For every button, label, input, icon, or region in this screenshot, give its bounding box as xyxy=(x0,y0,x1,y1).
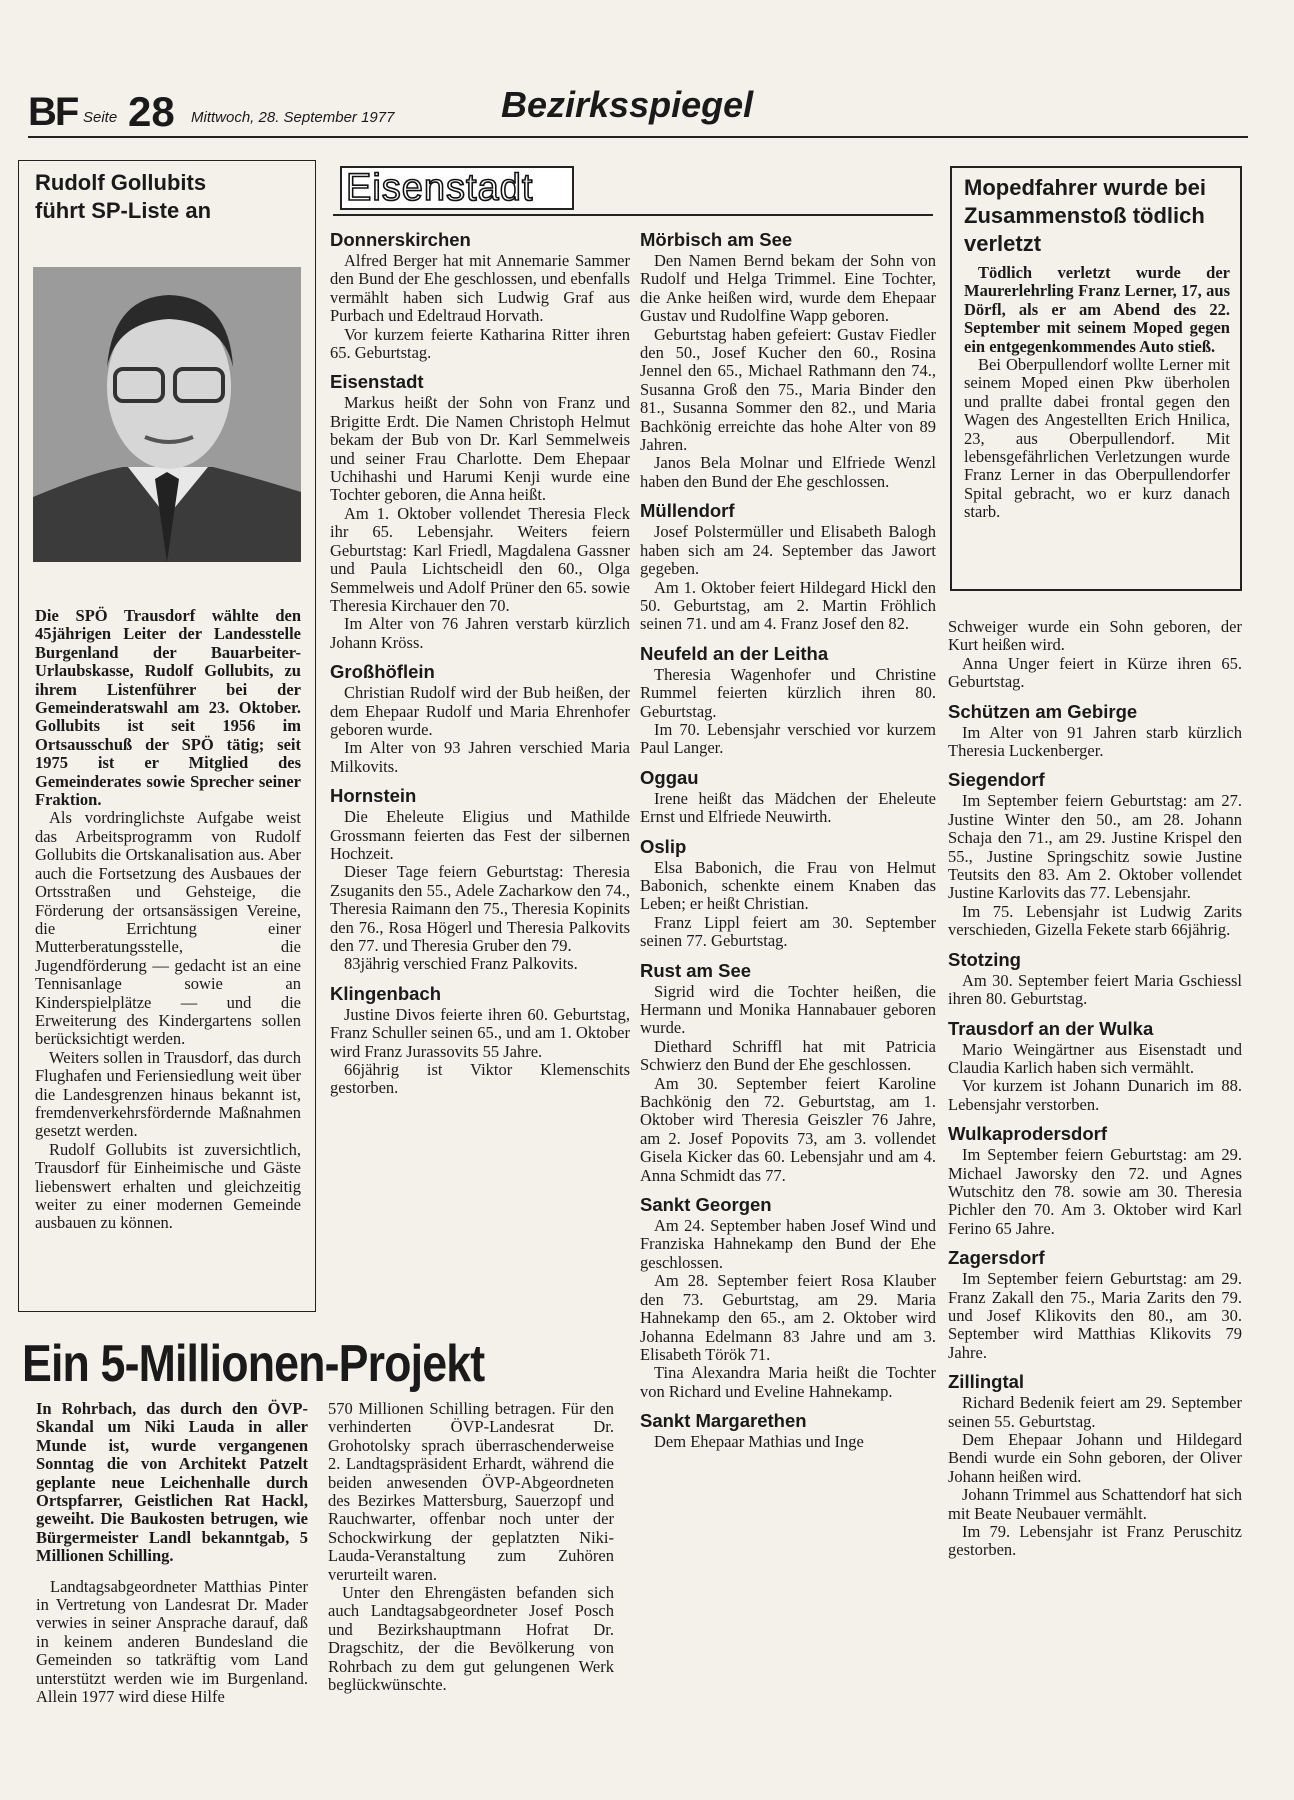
local-news-block xyxy=(640,960,936,1185)
local-news-block xyxy=(330,661,630,776)
moped-headline: Mopedfahrer wurde bei Zusammenstoß tödlich verletzt xyxy=(964,175,1207,256)
news-paragraph: Richard Bedenik feiert am 29. September seinen 55. Geburtstag. xyxy=(948,1393,1242,1431)
town-heading: Stotzing xyxy=(948,948,1021,970)
moped-article xyxy=(950,166,1242,591)
local-news-block xyxy=(330,785,630,974)
local-news-block xyxy=(948,1247,1242,1362)
town-heading: Donnerskirchen xyxy=(330,229,471,250)
news-paragraph: Im 79. Lebensjahr ist Franz Peruschitz gestorben. xyxy=(948,1522,1242,1560)
gollubits-article xyxy=(18,160,316,1312)
news-paragraph: Im Alter von 93 Jahren verschied Maria Milkovits. xyxy=(330,738,630,776)
local-news-block xyxy=(948,769,1242,939)
town-heading: Müllendorf xyxy=(640,500,735,522)
news-paragraph: Am 30. September feiert Karoline Bachkönig den 72. Geburtstag, am 1. Oktober wird Theresia Geiszler 76 Jahre, am 2. Josef Popovits 73, am 3. vollendet Gisela Kicker das 60. Lebensjahr und am 4. Anna Schmidt das 77. xyxy=(640,1073,936,1185)
column-3 xyxy=(640,220,936,1452)
news-paragraph: Irene heißt das Mädchen der Eheleute Ernst und Elfriede Neuwirth. xyxy=(640,788,936,827)
news-paragraph: Johann Trimmel aus Schattendorf hat sich mit Beate Neubauer vermählt. xyxy=(948,1485,1242,1523)
local-news-block xyxy=(640,500,936,633)
news-paragraph: Elsa Babonich, die Frau von Helmut Babonich, schenkte einem Knaben das Leben; er heißt Christian. xyxy=(640,857,936,914)
local-news-block xyxy=(640,1410,936,1451)
news-paragraph: Im September feiern Geburtstag: am 27. Justine Winter den 50., am 28. Johann Schaja den 71., am 29. Justine Krispel den 55., Justine Springschitz sowie Justine Teutsits den 83. Am 2. Oktober vollendet Justine Karlovits das 77. Lebensjahr. xyxy=(948,791,1242,903)
news-paragraph: Theresia Wagenhofer und Christine Rummel feierten kürzlich ihren 80. Geburtstag. xyxy=(640,664,936,721)
news-paragraph: Markus heißt der Sohn von Franz und Brigitte Erdt. Die Namen Christoph Helmut bekam der Bub von Dr. Karl Semmelweis und seiner Frau Charlotte. Dem Ehepaar Uchihashi und Harumi Kenji wurde eine Tochter geboren, die Anna heißt. xyxy=(330,393,630,505)
news-paragraph: Dem Ehepaar Johann und Hildegard Bendi wurde ein Sohn geboren, der Oliver Johann heißen wird. xyxy=(948,1430,1242,1486)
gollubits-body xyxy=(35,607,301,1233)
town-heading: Zagersdorf xyxy=(948,1247,1045,1269)
projekt-column-2 xyxy=(328,1400,614,1695)
news-paragraph: 66jährig ist Viktor Klemenschits gestorben. xyxy=(330,1060,630,1098)
news-paragraph: Tina Alexandra Maria heißt die Tochter von Richard und Eveline Hahnekamp. xyxy=(640,1363,936,1401)
news-paragraph: Geburtstag haben gefeiert: Gustav Fiedler den 50., Josef Kucher den 60., Rosina Jennel den 65., Michael Rathmann den 74., Susanna Groß den 75., Maria Binder den 81., Susanna Sommer den 82., und Maria Bachkönig erreichte das hohe Alter von 89 Jahren. xyxy=(640,324,936,455)
town-heading: Sankt Georgen xyxy=(640,1194,772,1216)
news-paragraph: Im Alter von 76 Jahren verstarb kürzlich Johann Kröss. xyxy=(330,614,630,652)
page-label: Seite xyxy=(83,109,118,126)
town-heading: Klingenbach xyxy=(330,982,442,1004)
news-paragraph: Dem Ehepaar Mathias und Inge xyxy=(654,1432,864,1452)
masthead xyxy=(28,84,1248,138)
news-paragraph: Sigrid wird die Tochter heißen, die Hermann und Monika Hannabauer geboren wurde. xyxy=(640,981,936,1038)
local-news-block xyxy=(330,983,630,1098)
news-paragraph: Im September feiern Geburtstag: am 29. Franz Zakall den 75., Maria Zarits den 79. und Josef Klikovits den 80., am 30. September wird Matthias Klikovits 79 Jahre. xyxy=(948,1269,1242,1362)
local-news-block xyxy=(330,229,630,362)
page-number: 28 xyxy=(128,88,175,135)
news-paragraph: Christian Rudolf wird der Bub heißen, der dem Ehepaar Rudolf und Maria Ehrenhofer geboren wurde. xyxy=(330,683,630,739)
local-news-block xyxy=(948,701,1242,761)
news-paragraph: Am 30. September feiert Maria Gschiessl ihren 80. Geburtstag. xyxy=(948,970,1242,1009)
projekt-paragraph: 570 Millionen Schilling betragen. Für den verhinderten ÖVP-Landesrat Dr. Grohotolsky sprach überraschenderweise 2. Landtagspräsident Erhardt, während die beiden anwesenden ÖVP-Abgeordneten des Bezirkes Mattersburg, Sauerzopf und Rauchwarter, offenbar noch unter der Schockwirkung der geplatzten Niki-Lauda-Veranstaltung zum Zuhören verurteilt waren. xyxy=(328,1399,614,1584)
local-news-block xyxy=(640,229,936,491)
town-heading: Großhöflein xyxy=(330,661,435,683)
local-news-block xyxy=(640,643,936,758)
news-paragraph: Janos Bela Molnar und Elfriede Wenzl haben den Bund der Ehe geschlossen. xyxy=(640,453,936,491)
local-news-block xyxy=(948,1371,1242,1560)
local-news-block xyxy=(948,1018,1242,1115)
news-paragraph: Mario Weingärtner aus Eisenstadt und Claudia Karlich haben sich vermählt. xyxy=(948,1039,1242,1077)
gollubits-lead: Die SPÖ Trausdorf wählte den 45jährigen Leiter der Landesstelle Burgenland der Bauarbeiter-Urlaubskasse, Rudolf Gollubits, zu ihrem Listenführer bei der Gemeinderatswahl am 23. Oktober. Gollubits ist seit 1956 im Ortsausschuß der SPÖ tätig; seit 1975 ist er Mitglied des Gemeinderates sowie Sprecher seiner Fraktion. xyxy=(35,606,301,810)
news-paragraph: Alfred Berger hat mit Annemarie Sammer den Bund der Ehe geschlossen, und ebenfalls vermählt haben sich Ludwig Graf aus Purbach und Edeltraud Horvath. xyxy=(330,251,630,326)
projekt-paragraph: Unter den Ehrengästen befanden sich auch Landtagsabgeordneter Josef Posch und Bezirkshauptmann Hofrat Dr. Dragschitz, der die Bevölkerung von Rohrbach zu dem gut gelungenen Werk beglückwünschte. xyxy=(328,1583,614,1695)
gollubits-paragraph: Als vordringlichste Aufgabe weist das Arbeitsprogramm von Rudolf Gollubits die Ortskanalisation aus. Aber auch die Fortsetzung des Ausbaues der Ortsstraßen und Gehsteige, die Förderung der ortsansässigen Vereine, die Errichtung einer Mutterberatungsstelle, die Jugendförderung — gedacht ist an eine Tennisanlage sowie an Kinderspielplätze — und die Erweiterung des Kindergartens sollen berücksichtigt werden. xyxy=(35,808,301,1049)
news-paragraph: Im Alter von 91 Jahren starb kürzlich Theresia Luckenberger. xyxy=(948,722,1242,761)
news-paragraph: Am 1. Oktober feiert Hildegard Hickl den 50. Geburtstag, am 2. Martin Fröhlich seinen 71. und am 4. Franz Josef den 82. xyxy=(640,577,936,634)
eisenstadt-logo: Eisenstadt xyxy=(340,166,574,210)
news-paragraph: Die Eheleute Eligius und Mathilde Grossmann feierten das Fest der silbernen Hochzeit. xyxy=(330,807,630,863)
gollubits-paragraph: Weiters sollen in Trausdorf, das durch Flughafen und Feriensiedlung weit über die Landesgrenzen hinaus bekannt ist, fremdenverkehrsfördernde Maßnahmen gesetzt werden. xyxy=(35,1047,301,1141)
town-heading: Trausdorf an der Wulka xyxy=(948,1017,1154,1039)
column-4 xyxy=(948,618,1242,1560)
news-paragraph: Am 1. Oktober vollendet Theresia Fleck ihr 65. Lebensjahr. Weiters feiern Geburtstag: Karl Friedl, Magdalena Gassner und Paula Lichtscheidl den 60., Olga Semmelweis und Adolf Prüner den 65. sowie Theresia Kirchauer den 70. xyxy=(330,503,630,615)
town-heading: Rust am See xyxy=(640,959,752,981)
town-heading: Schützen am Gebirge xyxy=(948,700,1138,722)
section-title: Bezirksspiegel xyxy=(501,84,754,125)
projekt-column-1 xyxy=(36,1400,308,1707)
local-news-block xyxy=(948,949,1242,1009)
town-heading: Wulkaprodersdorf xyxy=(948,1123,1107,1145)
town-heading: Oslip xyxy=(640,835,687,857)
news-paragraph: Im 75. Lebensjahr ist Ludwig Zarits verschieden, Gizella Fekete starb 66jährig. xyxy=(948,901,1242,940)
news-paragraph: Am 24. September haben Josef Wind und Franziska Hahnekamp den Bund der Ehe geschlossen. xyxy=(640,1216,936,1272)
issue-date: Mittwoch, 28. September 1977 xyxy=(191,109,395,126)
projekt-lead: In Rohrbach, das durch den ÖVP-Skandal um Niki Lauda in aller Munde ist, wurde vergangenen Sonntag die von Architekt Patzelt geplante neue Leichenhalle durch Ortspfarrer, Geistlichen Rat Hackl, geweiht. Die Baukosten betrugen, wie Bürgermeister Landl bekanntgab, 5 Millionen Schilling. xyxy=(36,1399,308,1566)
local-news-block xyxy=(948,1123,1242,1238)
gollubits-headline: Rudolf Gollubits führt SP-Liste an xyxy=(35,170,212,223)
moped-lead: Tödlich verletzt wurde der Maurerlehrling Franz Lerner, 17, aus Dörfl, als er am Abend des 22. September mit seinem Moped gegen ein entgegenkommendes Auto stieß. xyxy=(964,263,1230,356)
continued-paragraph: Schweiger wurde ein Sohn geboren, der Kurt heißen wird. xyxy=(948,617,1242,655)
town-heading: Mörbisch am See xyxy=(640,229,793,250)
portrait-photo xyxy=(33,267,301,562)
projekt-paragraph: Landtagsabgeordneter Matthias Pinter in Vertretung von Landesrat Dr. Mader verwies in seiner Ansprache darauf, daß in keinem anderen Bundesland die Gemeinden so tatkräftig vom Land unterstützt werden wie im Burgenland. Allein 1977 wird diese Hilfe xyxy=(36,1576,308,1707)
gollubits-paragraph: Rudolf Gollubits ist zuversichtlich, Trausdorf für Einheimische und Gäste liebenswert erhalten und gleichzeitig weiter zu einer modernen Gemeinde ausbauen zu können. xyxy=(35,1139,301,1233)
news-paragraph: Am 28. September feiert Rosa Klauber den 73. Geburtstag, am 29. Maria Hahnekamp den 65., am 2. Oktober wird Johanna Edelmann 83 Jahre und am 3. Elisabeth Török 71. xyxy=(640,1271,936,1364)
town-heading: Siegendorf xyxy=(948,769,1045,791)
eisenstadt-rule xyxy=(333,214,933,216)
local-news-block xyxy=(330,371,630,652)
news-paragraph: Diethard Schriffl hat mit Patricia Schwierz den Bund der Ehe geschlossen. xyxy=(640,1036,936,1075)
moped-body xyxy=(964,264,1230,522)
continued-paragraph: Anna Unger feiert in Kürze ihren 65. Geburtstag. xyxy=(948,653,1242,692)
local-news-block xyxy=(640,767,936,827)
town-heading: Zillingtal xyxy=(948,1371,1025,1393)
town-heading: Oggau xyxy=(640,766,699,788)
news-paragraph: Den Namen Bernd bekam der Sohn von Rudolf und Helga Trimmel. Eine Tochter, die Anke heißen wird, wurde dem Ehepaar Gustav und Rudolfine Wapp geboren. xyxy=(640,251,936,326)
news-paragraph: Im 70. Lebensjahr verschied vor kurzem Paul Langer. xyxy=(640,719,936,758)
town-heading: Hornstein xyxy=(330,785,417,807)
news-paragraph: Im September feiern Geburtstag: am 29. Michael Jaworsky den 72. und Agnes Wutschitz den 78. sowie am 30. Theresia Pichler den 70. Am 3. Oktober wird Karl Ferino 65 Jahre. xyxy=(948,1145,1242,1238)
projekt-headline: Ein 5-Millionen-Projekt xyxy=(22,1335,485,1393)
news-paragraph: Josef Polstermüller und Elisabeth Balogh haben sich am 24. September das Jawort gegeben. xyxy=(640,522,936,579)
local-news-block xyxy=(640,836,936,951)
news-paragraph: Dieser Tage feiern Geburtstag: Theresia Zsuganits den 55., Adele Zacharkow den 74., Theresia Raimann den 75., Theresia Kopinits den 76., Rosa Högerl und Theresia Palkovits den 77. und Theresia Gruber den 79. xyxy=(330,862,630,955)
local-news-block xyxy=(640,1194,936,1401)
town-heading: Neufeld an der Leitha xyxy=(640,642,829,664)
news-paragraph: Justine Divos feierte ihren 60. Geburtstag, Franz Schuller seinen 65., und am 1. Oktober wird Franz Jurassovits 55 Jahre. xyxy=(330,1004,630,1061)
news-paragraph: Vor kurzem feierte Katharina Ritter ihren 65. Geburtstag. xyxy=(330,324,630,363)
news-paragraph: Vor kurzem ist Johann Dunarich im 88. Lebensjahr verstorben. xyxy=(948,1076,1242,1114)
town-heading: Eisenstadt xyxy=(330,371,424,393)
newspaper-logo: BF xyxy=(28,90,78,134)
column-2 xyxy=(330,220,630,1098)
news-paragraph: 83jährig verschied Franz Palkovits. xyxy=(344,954,578,974)
news-paragraph: Franz Lippl feiert am 30. September seinen 77. Geburtstag. xyxy=(640,912,936,951)
town-heading: Sankt Margarethen xyxy=(640,1410,807,1432)
moped-paragraph: Bei Oberpullendorf wollte Lerner mit seinem Moped einen Pkw überholen und prallte dabei frontal gegen den Wagen des Angestellten Erich Hnilica, 23, aus Oberpullendorf. Mit lebensgefährlichen Verletzungen wurde Franz Lerner in das Oberpullendorfer Spital gebracht, wo er kurz danach starb. xyxy=(964,355,1230,522)
